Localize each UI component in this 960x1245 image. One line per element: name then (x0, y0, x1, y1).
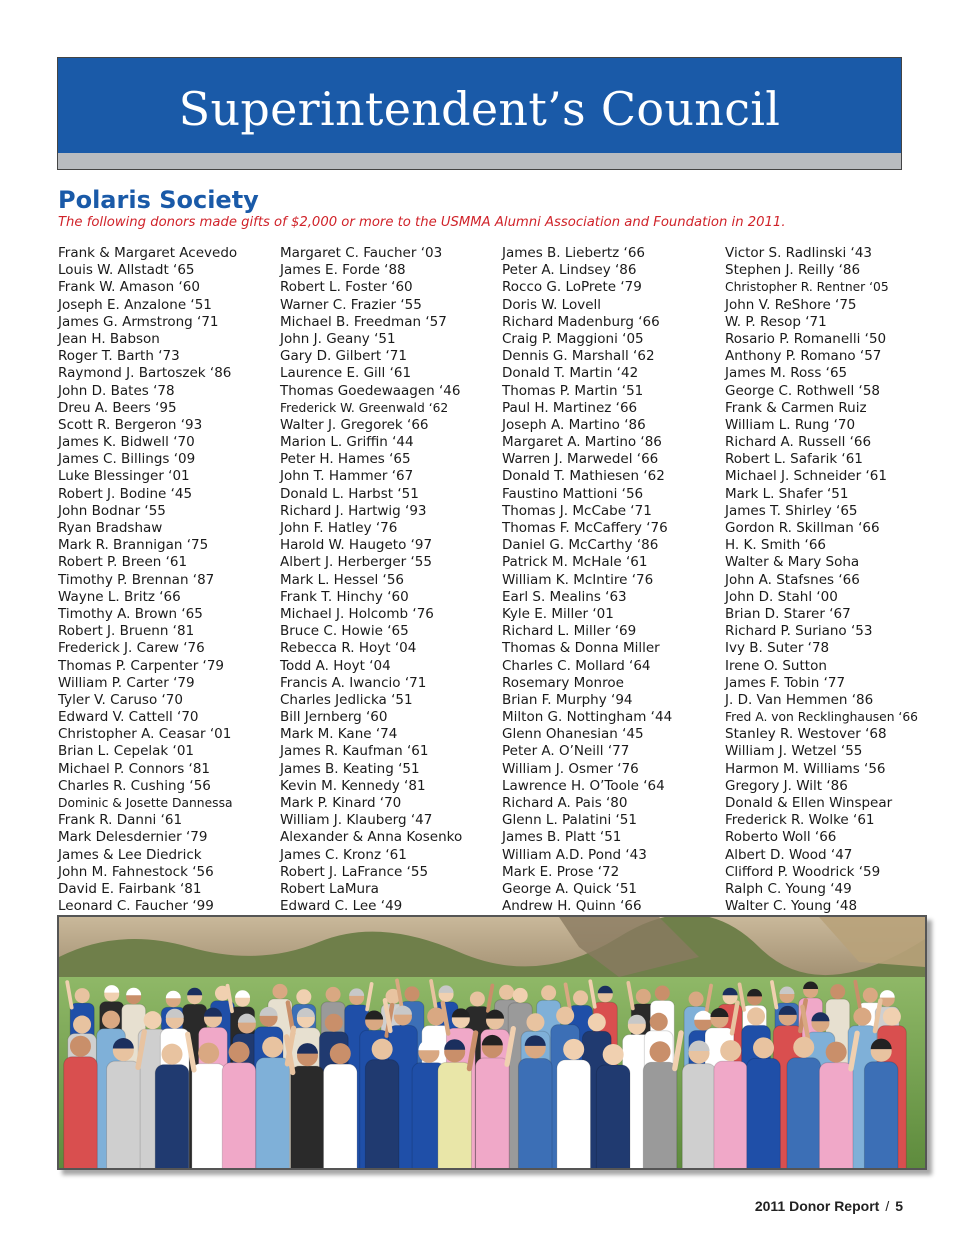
donor-name: Thomas J. McCabe ‘71 (502, 502, 652, 519)
donor-name: John J. Geany ‘51 (280, 330, 396, 347)
donor-name: William J. Osmer ‘76 (502, 760, 639, 777)
donor-name: Warren J. Marwedel ‘66 (502, 451, 659, 468)
donor-name: William J. Klauberg ‘47 (280, 812, 433, 829)
donor-name: Donald & Ellen Winspear (725, 795, 893, 811)
donor-name: Doris W. Lovell (502, 296, 602, 313)
donor-name: Todd A. Hoyt ‘04 (280, 657, 391, 674)
donor-name: Michael J. Holcomb ‘76 (280, 605, 434, 622)
donor-name: John V. ReShore ‘75 (725, 296, 857, 313)
donor-name: Brian L. Cepelak ‘01 (58, 743, 194, 760)
donor-name: James C. Kronz ‘61 (280, 846, 407, 863)
donor-name: Warner C. Frazier ‘55 (280, 296, 422, 313)
donor-name: Laurence E. Gill ‘61 (280, 365, 412, 382)
donor-name: John A. Stafsnes ‘66 (725, 571, 860, 588)
donor-name: Frank & Carmen Ruiz (725, 399, 867, 416)
page-footer (755, 1198, 903, 1214)
donor-name: James B. Keating ‘51 (280, 760, 420, 777)
donor-name: John Bodnar ‘55 (58, 502, 166, 519)
donor-name: Fred A. von Recklinghausen ‘66 (725, 710, 918, 725)
donor-name: Francis A. Iwancio ‘71 (280, 674, 427, 691)
donor-name: Peter H. Hames ‘65 (280, 451, 411, 468)
donor-name: Tyler V. Caruso ‘70 (58, 691, 183, 708)
donor-name: Frank R. Danni ‘61 (58, 812, 183, 829)
page-title: Superintendent’s Council (178, 81, 781, 136)
donor-name: James B. Platt ‘51 (502, 829, 622, 846)
group-photo (57, 915, 927, 1170)
donor-name: Walter & Mary Soha (725, 554, 860, 571)
donor-column-2 (280, 245, 462, 915)
donor-name: Marion L. Griffin ‘44 (280, 434, 414, 451)
donor-name: Rosemary Monroe (502, 674, 624, 691)
donor-name: Irene O. Sutton (725, 657, 827, 674)
donor-name: Richard J. Hartwig ‘93 (280, 502, 427, 519)
donor-name: Thomas Goedewaagen ‘46 (280, 382, 461, 399)
donor-name: James T. Shirley ‘65 (725, 502, 858, 519)
donor-name: Frank & Margaret Acevedo (58, 245, 238, 261)
donor-name: Daniel G. McCarthy ‘86 (502, 537, 659, 554)
donor-name: Michael P. Connors ‘81 (58, 760, 211, 777)
donor-name: Jean H. Babson (58, 330, 160, 347)
donor-name: Richard P. Suriano ‘53 (725, 623, 873, 640)
donor-name: Dennis G. Marshall ‘62 (502, 348, 655, 365)
donor-name: John D. Bates ‘78 (58, 382, 175, 399)
donor-name: Leonard C. Faucher ‘99 (58, 898, 214, 915)
donor-name: William J. Wetzel ‘55 (725, 743, 863, 760)
donor-name: Kyle E. Miller ‘01 (502, 605, 614, 622)
donor-name: Stephen J. Reilly ‘86 (725, 262, 861, 279)
donor-name: Dreu A. Beers ‘95 (58, 399, 177, 416)
donor-name: Robert P. Breen ‘61 (58, 554, 188, 571)
donor-name: Roberto Woll ‘66 (725, 829, 837, 846)
donor-name: Christopher R. Rentner ‘05 (725, 280, 889, 295)
donor-name: Margaret A. Martino ‘86 (502, 434, 662, 451)
donor-name: David E. Fairbank ‘81 (58, 880, 202, 897)
donor-name: H. K. Smith ‘66 (725, 537, 827, 554)
donor-name: Michael J. Schneider ‘61 (725, 468, 887, 485)
donor-column-4 (725, 245, 918, 915)
section-title: Polaris Society (58, 186, 259, 214)
donor-name: Robert L. Safarik ‘61 (725, 451, 863, 468)
donor-name: Thomas P. Martin ‘51 (502, 382, 644, 399)
donor-name: Charles Jedlicka ‘51 (280, 691, 413, 708)
donor-name: Richard L. Miller ‘69 (502, 623, 637, 640)
donor-name: Frederick W. Greenwald ‘62 (280, 400, 449, 415)
page-number: 5 (895, 1198, 903, 1214)
donor-name: Mark L. Hessel ‘56 (280, 571, 405, 588)
donor-name: Rocco G. LoPrete ‘79 (502, 279, 642, 296)
donor-name: Joseph A. Martino ‘86 (502, 416, 646, 433)
donor-name: Robert J. Bruenn ‘81 (58, 623, 195, 640)
donor-name: Roger T. Barth ‘73 (58, 348, 180, 365)
donor-name: Mark L. Shafer ‘51 (725, 485, 849, 502)
donor-name: Robert J. Bodine ‘45 (58, 485, 193, 502)
donor-name: James K. Bidwell ‘70 (58, 434, 195, 451)
donor-name: Donald L. Harbst ‘51 (280, 485, 419, 502)
donor-name: Brian D. Starer ‘67 (725, 605, 851, 622)
donor-name: Ivy B. Suter ‘78 (725, 640, 830, 657)
donor-name: Alexander & Anna Kosenko (280, 829, 463, 846)
donor-name: Margaret C. Faucher ‘03 (280, 245, 443, 261)
donor-name: Walter J. Gregorek ‘66 (280, 416, 429, 433)
donor-name: Gregory J. Wilt ‘86 (725, 777, 848, 794)
donor-name: Robert LaMura (280, 880, 379, 897)
donor-name: George A. Quick ‘51 (502, 880, 638, 897)
donor-name: John D. Stahl ‘00 (725, 588, 838, 605)
donor-column-3 (502, 245, 672, 915)
header-banner-blue (58, 58, 901, 153)
donor-name: Bruce C. Howie ‘65 (280, 623, 409, 640)
donor-name: Victor S. Radlinski ‘43 (725, 245, 873, 261)
donor-name: Brian F. Murphy ‘94 (502, 691, 633, 708)
donor-name: Anthony P. Romano ‘57 (725, 348, 882, 365)
section-subtitle: The following donors made gifts of $2,000 or more to the USMMA Alumni Association and Foundation in 2011. (58, 215, 786, 230)
donor-name: John M. Fahnestock ‘56 (58, 863, 214, 880)
donor-name: Mark M. Kane ‘74 (280, 726, 398, 743)
donor-name: Luke Blessinger ‘01 (58, 468, 190, 485)
donor-name: Harold W. Haugeto ‘97 (280, 537, 433, 554)
donor-name: Bill Jernberg ‘60 (280, 709, 388, 726)
donor-name: Craig P. Maggioni ‘05 (502, 330, 644, 347)
donor-name: Milton G. Nottingham ‘44 (502, 709, 673, 726)
donor-name: Mark P. Kinard ‘70 (280, 795, 402, 811)
donor-name: Dominic & Josette Dannessa (58, 796, 233, 810)
donor-name: William L. Rung ‘70 (725, 416, 856, 433)
donor-name: Thomas & Donna Miller (502, 640, 660, 657)
donor-name: James E. Forde ‘88 (280, 262, 406, 279)
donor-name: Timothy A. Brown ‘65 (58, 605, 203, 622)
donor-name: Rebecca R. Hoyt ‘04 (280, 640, 417, 657)
donor-name: Peter A. Lindsey ‘86 (502, 262, 637, 279)
donor-name: Scott R. Bergeron ‘93 (58, 416, 203, 433)
donor-name: Frederick R. Wolke ‘61 (725, 812, 875, 829)
donor-name: Kevin M. Kennedy ‘81 (280, 777, 426, 794)
donor-name: James C. Billings ‘09 (58, 451, 196, 468)
donor-name: Paul H. Martinez ‘66 (502, 399, 638, 416)
donor-name: Mark Delesdernier ‘79 (58, 829, 208, 846)
donor-name: Rosario P. Romanelli ‘50 (725, 330, 887, 347)
donor-name: W. P. Resop ‘71 (725, 313, 827, 330)
donor-column-1 (58, 245, 237, 915)
donor-name: Richard Madenburg ‘66 (502, 313, 660, 330)
donor-name: Glenn L. Palatini ‘51 (502, 812, 637, 829)
donor-name: Robert J. LaFrance ‘55 (280, 863, 429, 880)
donor-name: Gordon R. Skillman ‘66 (725, 520, 880, 536)
donor-name: William K. McIntire ‘76 (502, 571, 654, 588)
donor-name: Clifford P. Woodrick ‘59 (725, 863, 881, 880)
donor-name: Frank W. Amason ‘60 (58, 279, 200, 296)
donor-name: Frederick J. Carew ‘76 (58, 640, 205, 657)
header-banner (57, 57, 902, 170)
donor-name: Raymond J. Bartoszek ‘86 (58, 365, 232, 382)
donor-name: James G. Armstrong ‘71 (58, 313, 219, 330)
donor-name: James R. Kaufman ‘61 (280, 743, 429, 760)
group-photo-image (59, 917, 925, 1168)
donor-name: Edward C. Lee ‘49 (280, 898, 403, 915)
donor-name: Albert D. Wood ‘47 (725, 846, 853, 863)
donor-name: Earl S. Mealins ‘63 (502, 588, 627, 605)
donor-name: Peter A. O’Neill ‘77 (502, 743, 630, 760)
donor-name: Louis W. Allstadt ‘65 (58, 262, 195, 279)
donor-name: Robert L. Foster ‘60 (280, 279, 413, 296)
footer-report-title: 2011 Donor Report (754, 1198, 880, 1214)
donor-name: Richard A. Pais ‘80 (502, 795, 628, 811)
donor-name: John T. Hammer ‘67 (280, 468, 414, 485)
donor-name: Walter C. Young ‘48 (725, 898, 858, 915)
donor-name: Ralph C. Young ‘49 (725, 880, 852, 897)
donor-name: George C. Rothwell ‘58 (725, 382, 881, 399)
donor-name: Timothy P. Brennan ‘87 (58, 571, 215, 588)
donor-name: J. D. Van Hemmen ‘86 (725, 691, 874, 708)
donor-name: Stanley R. Westover ‘68 (725, 726, 887, 743)
donor-name: William A.D. Pond ‘43 (502, 846, 647, 863)
footer-separator: / (885, 1198, 890, 1214)
donor-name: Charles C. Mollard ‘64 (502, 657, 651, 674)
donor-name: Patrick M. McHale ‘61 (502, 554, 648, 571)
donor-name: Harmon M. Williams ‘56 (725, 760, 886, 777)
donor-name: John F. Hatley ‘76 (280, 520, 398, 536)
donor-name: Thomas P. Carpenter ‘79 (58, 657, 225, 674)
donor-name: Michael B. Freedman ‘57 (280, 313, 447, 330)
donor-name: Wayne L. Britz ‘66 (58, 588, 181, 605)
donor-name: Lawrence H. O’Toole ‘64 (502, 777, 665, 794)
donor-name: James B. Liebertz ‘66 (502, 245, 646, 261)
donor-name: Joseph E. Anzalone ‘51 (58, 296, 212, 313)
donor-name: Albert J. Herberger ‘55 (280, 554, 432, 571)
donor-name: Charles R. Cushing ‘56 (58, 777, 211, 794)
donor-name: James M. Ross ‘65 (725, 365, 848, 382)
donor-name: Mark E. Prose ‘72 (502, 863, 620, 880)
donor-name: Mark R. Brannigan ‘75 (58, 537, 209, 554)
donor-name: Richard A. Russell ‘66 (725, 434, 872, 451)
donor-name: James F. Tobin ‘77 (725, 674, 846, 691)
donor-name: Glenn Ohanesian ‘45 (502, 726, 644, 743)
donor-name: Donald T. Martin ‘42 (502, 365, 639, 382)
donor-name: Andrew H. Quinn ‘66 (502, 898, 642, 915)
donor-name: Thomas F. McCaffery ‘76 (502, 520, 668, 536)
donor-name: William P. Carter ‘79 (58, 674, 195, 691)
donor-name: Ryan Bradshaw (58, 520, 163, 536)
donor-name: Frank T. Hinchy ‘60 (280, 588, 409, 605)
donor-name: Donald T. Mathiesen ‘62 (502, 468, 665, 485)
donor-name: Faustino Mattioni ‘56 (502, 485, 644, 502)
donor-name: James & Lee Diedrick (58, 846, 202, 863)
donor-name: Gary D. Gilbert ‘71 (280, 348, 407, 365)
donor-name: Christopher A. Ceasar ‘01 (58, 726, 232, 743)
donor-name: Edward V. Cattell ‘70 (58, 709, 199, 726)
